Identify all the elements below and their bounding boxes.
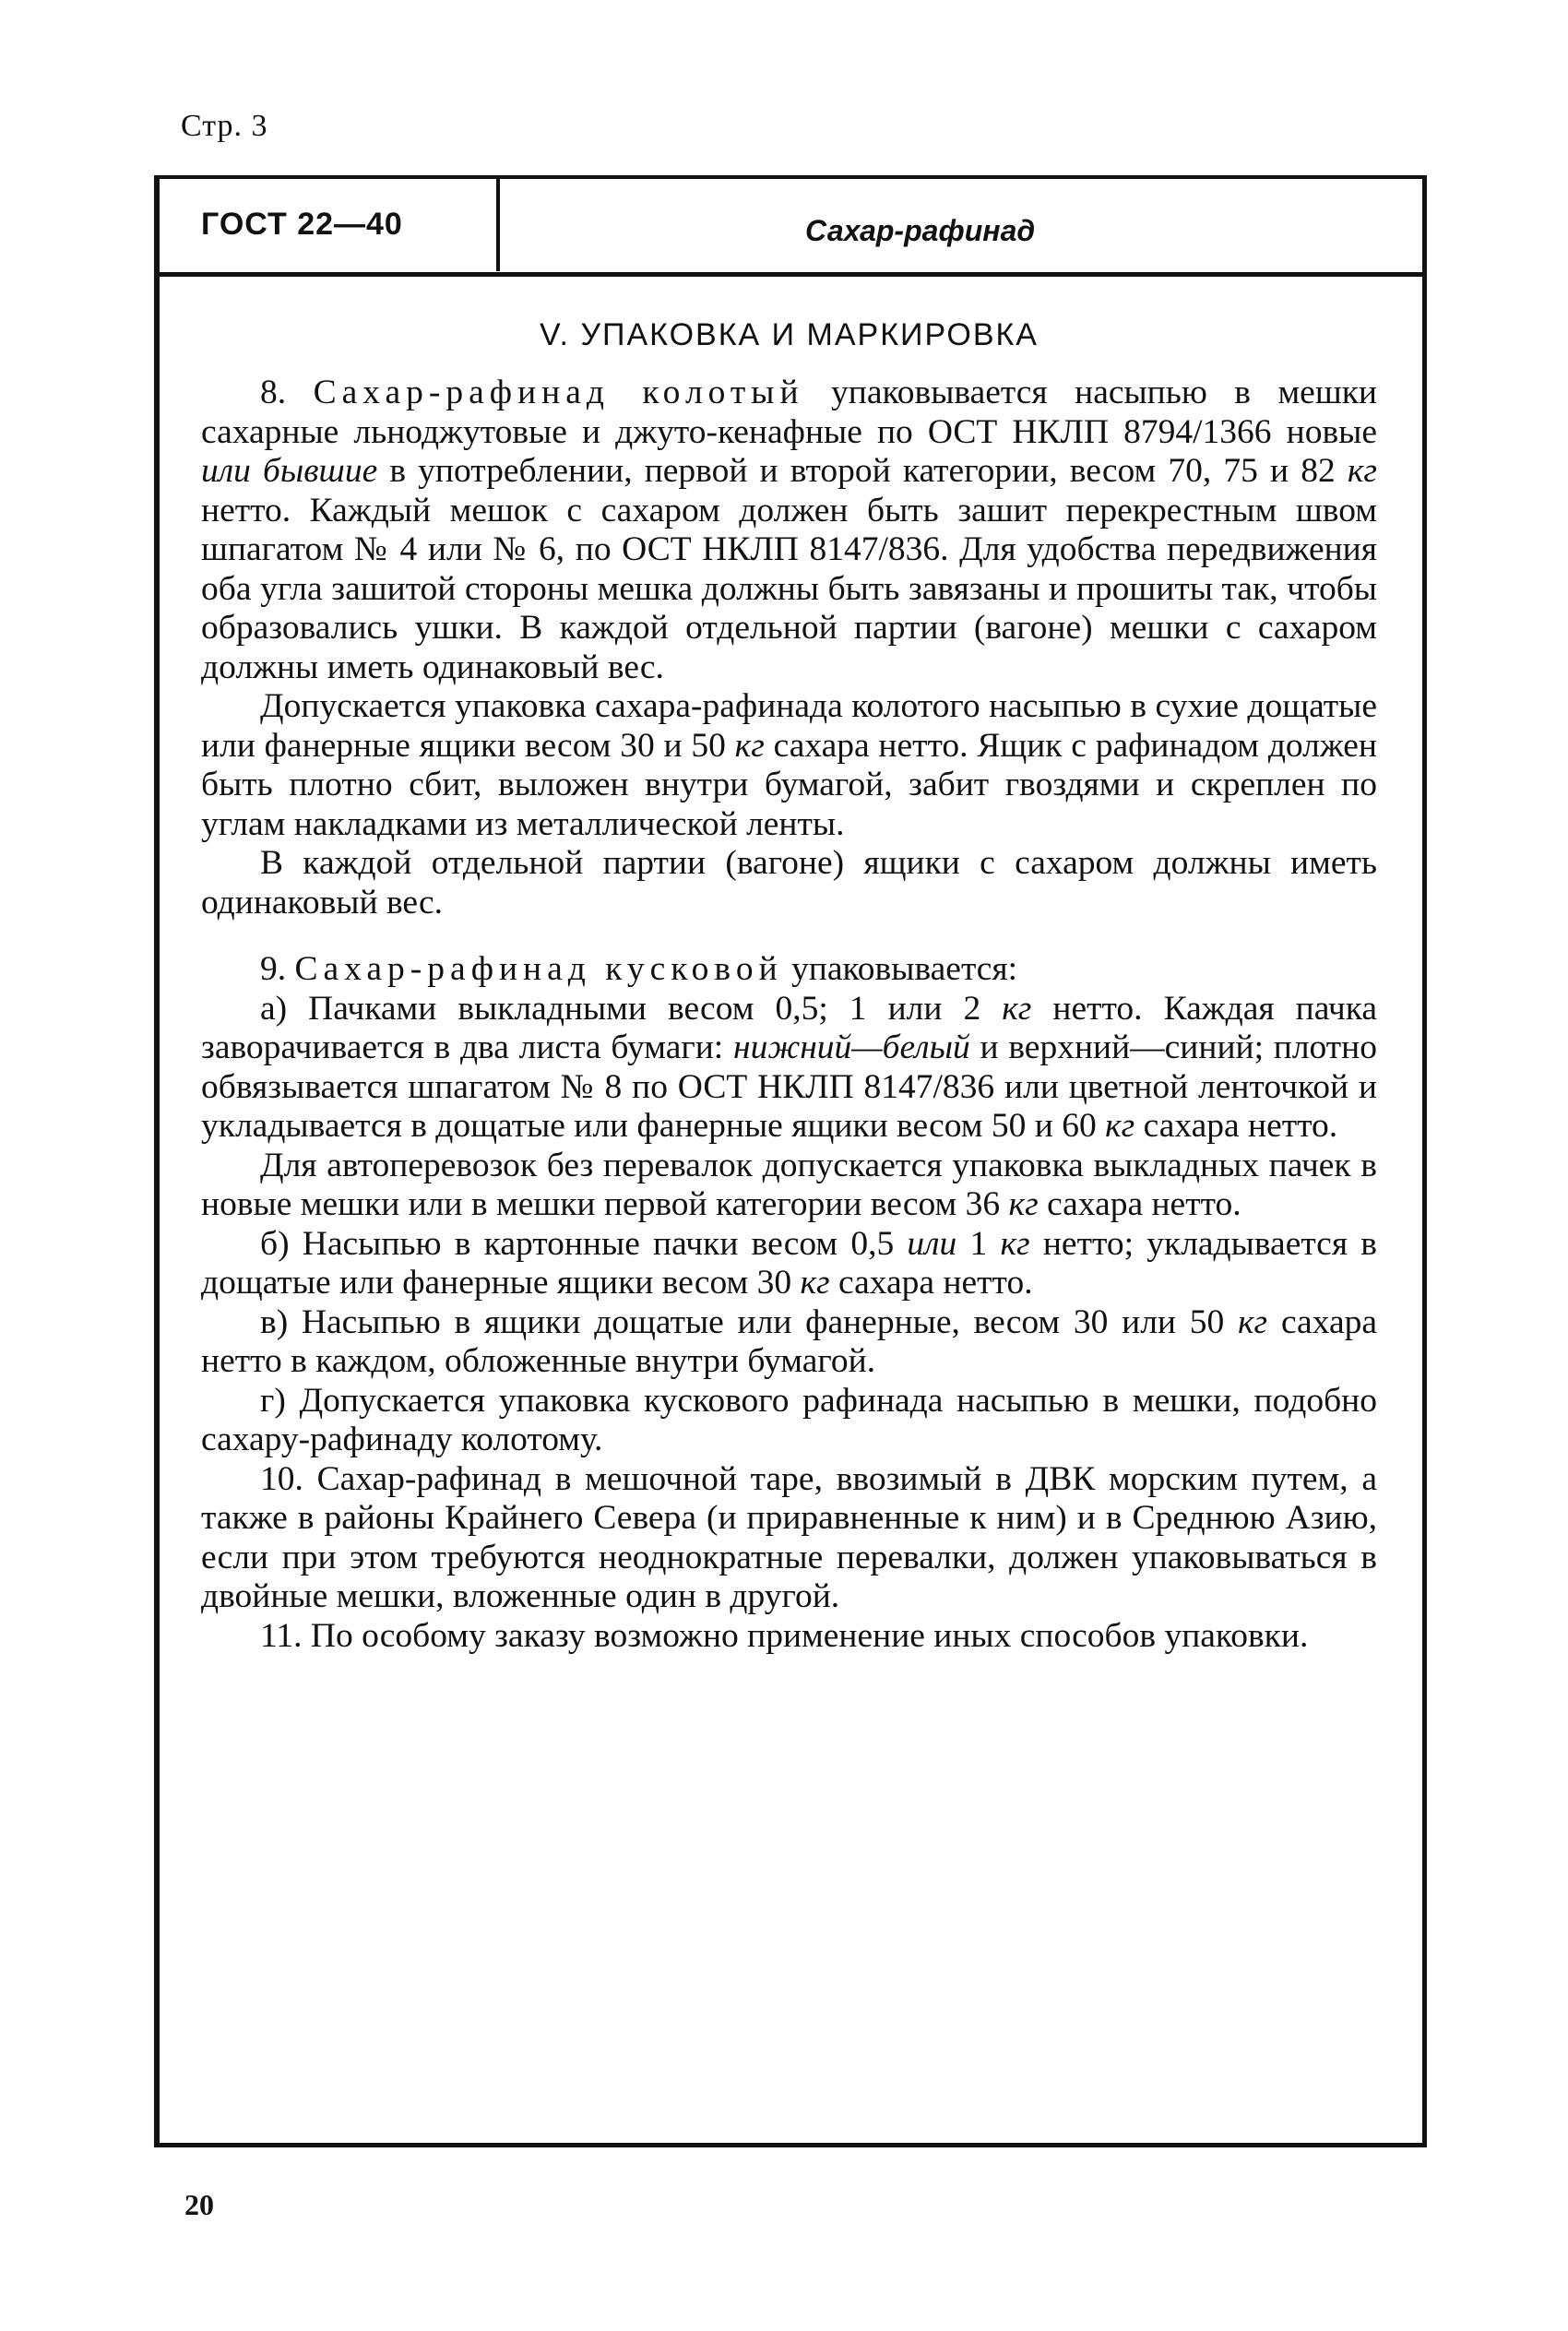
italic-text: кг [1002, 989, 1032, 1028]
paragraph-p10 [201, 1460, 1377, 1617]
standard-code: ГОСТ 22—40 [201, 207, 403, 242]
text-run: в) Насыпью в ящики дощатые или фанерные, весом 30 или 50 [260, 1302, 1239, 1341]
text-run: 8. [260, 374, 314, 411]
text-run: Допускается упаковка сахара-рафинада колотого насыпью в сухие дощатые или фанерные ящики весом 30 и 50 [201, 687, 1377, 765]
text-run: нетто; укладывается в дощатые или фанерные ящики весом 30 [201, 1224, 1377, 1302]
text-run: б) Насыпью в картонные пачки весом 0,5 [260, 1224, 908, 1263]
paragraph-p9g [201, 1382, 1377, 1460]
italic-text: кг [800, 1264, 830, 1302]
emphasized-term: Сахар-рафинад колотый [313, 374, 804, 411]
text-run: в употреблении, первой и второй категории, весом 70, 75 и 82 [377, 452, 1348, 490]
italic-text: или [907, 1224, 957, 1263]
paragraph-p8-2 [201, 687, 1377, 844]
text-run: нетто. Каждый мешок с сахаром должен быть зашит перекрестным швом шпагатом № 4 или № 6, по ОСТ НКЛП 8147/836. Для удобства передвижения оба угла зашитой стороны мешка должны быть завязаны и прошиты так, чтобы образовались ушки. В каждой отдельной партии (вагоне) мешки с сахаром должны иметь одинаковый вес. [201, 491, 1377, 686]
text-run: сахара нетто. Ящик с рафинадом должен быть плотно сбит, выложен внутри бумагой, забит гвоздями и скреплен по углам накладками из металлической ленты. [201, 726, 1377, 843]
italic-text: кг [1000, 1224, 1030, 1263]
emphasized-term: Сахар-рафинад кусковой [294, 950, 783, 988]
text-run: упаковывается: [782, 950, 1018, 988]
page-frame [154, 175, 1427, 2147]
paragraph-p9a-2 [201, 1147, 1377, 1225]
text-run: В каждой отдельной партии (вагоне) ящики с сахаром должны иметь одинаковый вес. [201, 844, 1377, 922]
paragraph-p8 [201, 374, 1377, 687]
text-run: 10. Сахар-рафинад в мешочной таре, ввозимый в ДВК морским путем, а также в районы Крайнего Севера (и приравненные к ним) и в Среднюю Азию, если при этом требуются неоднократные перевалки, должен упаковываться в двойные мешки, вложенные один в другой. [201, 1459, 1377, 1615]
header-divider [496, 179, 500, 271]
section-title: V. УПАКОВКА И МАРКИРОВКА [540, 317, 1039, 352]
text-run: сахара нетто в каждом, обложенные внутри бумагой. [201, 1302, 1377, 1380]
text-run: а) Пачками выкладными весом 0,5; 1 или 2 [260, 989, 1003, 1028]
text-run: сахара нетто. [829, 1264, 1033, 1302]
text-run: упаковывается насыпью в мешки сахарные льноджутовые и джуто-кенафные по ОСТ НКЛП 8794/1366 новые [201, 374, 1377, 451]
text-run: сахара нетто. [1134, 1107, 1338, 1145]
italic-text: кг [734, 726, 765, 765]
text-run: 9. [260, 950, 295, 988]
paragraph-p8-3 [201, 844, 1377, 922]
text-run: Для автоперевозок без перевалок допускается упаковка выкладных пачек в новые мешки или в мешки первой категории весом 36 [201, 1146, 1377, 1223]
paragraph-p9v [201, 1303, 1377, 1382]
italic-text: нижний—белый [732, 1029, 970, 1066]
italic-text: кг [1105, 1107, 1135, 1145]
paragraph-list [201, 374, 1377, 1656]
italic-text: или бывшие [201, 452, 378, 490]
text-run: сахара нетто. [1038, 1185, 1241, 1223]
page-label: Стр. 3 [181, 109, 268, 143]
text-run: нетто. Каждая пачка заворачивается в два листа бумаги: [201, 989, 1377, 1066]
paragraph-p9 [201, 950, 1377, 990]
text-run: 11. По особому заказу возможно применение иных способов упаковки. [260, 1616, 1309, 1655]
italic-text: кг [1238, 1302, 1268, 1341]
product-title: Сахар-рафинад [805, 214, 1036, 247]
document-body [201, 317, 1377, 1656]
paragraph-p11 [201, 1617, 1377, 1657]
text-run: 1 [956, 1224, 1001, 1263]
paragraph-p9b [201, 1225, 1377, 1303]
document-header [160, 179, 1422, 277]
paragraph-p9a [201, 990, 1377, 1147]
italic-text: кг [1347, 452, 1377, 490]
text-run: г) Допускается упаковка кускового рафинада насыпью в мешки, подобно сахару-рафинаду колотому. [201, 1381, 1377, 1458]
italic-text: кг [1008, 1185, 1039, 1223]
page-number: 20 [184, 2188, 214, 2221]
text-run: и верхний—синий; плотно обвязывается шпагатом № 8 по ОСТ НКЛП 8147/836 или цветной ленточкой и укладывается в дощатые или фанерные ящики весом 50 и 60 [201, 1029, 1377, 1145]
